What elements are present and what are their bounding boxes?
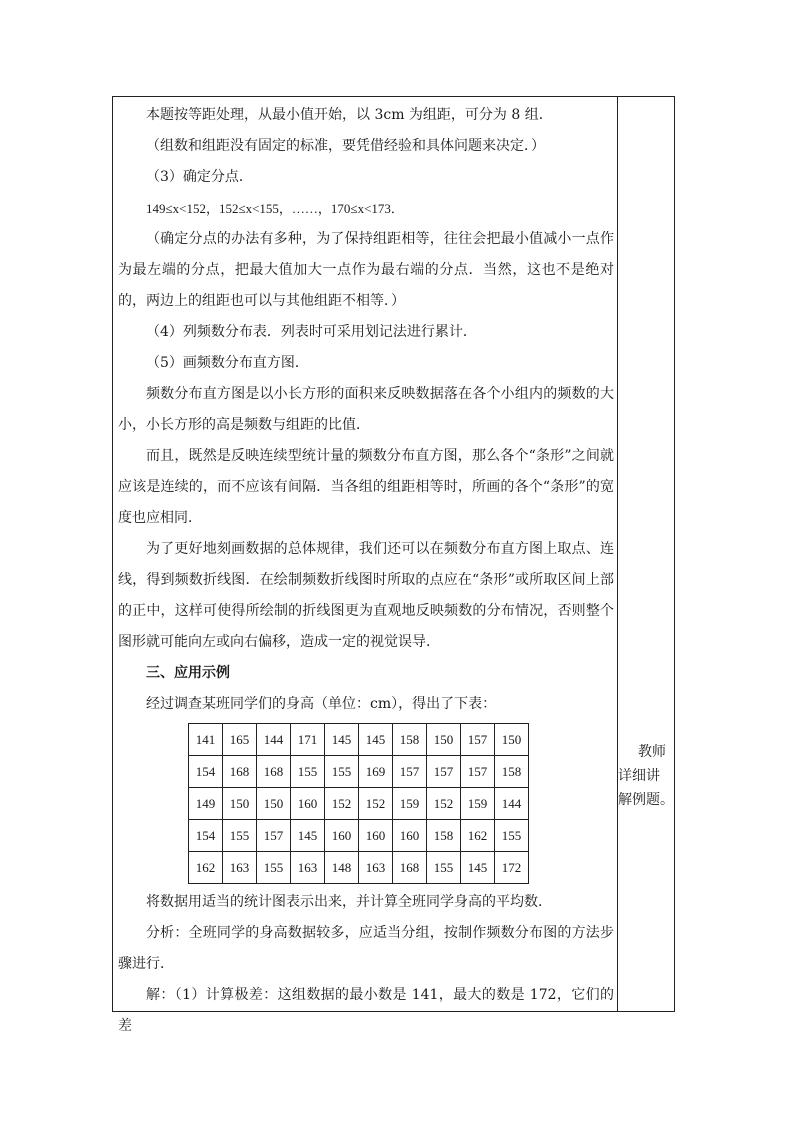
paragraph-step-3: （3）确定分点． [146, 169, 253, 185]
paragraph-step-4: （4）列频数分布表．列表时可采用划记法进行累计． [146, 324, 477, 340]
table-cell: 145 [325, 724, 359, 756]
table-cell: 150 [223, 788, 257, 820]
table-cell: 141 [189, 724, 223, 756]
table-cell: 160 [291, 788, 325, 820]
table-cell: 168 [393, 852, 427, 884]
paragraph-continuity: 而且，既然是反映连续型统计量的频数分布直方图，那么各个“条形”之间就应该是连续的，而不应该有间隔．当各组的组距相等时，所画的各个“条形”的宽度也应相同． [118, 448, 614, 526]
paragraph-intervals: 149≤x<152，152≤x<155，……，170≤x<173． [146, 201, 404, 216]
paragraph-histogram-def: 频数分布直方图是以小长方形的面积来反映数据落在各个小组内的频数的大小，小长方形的高是频数与组距的比值． [118, 386, 614, 433]
table-cell: 171 [291, 724, 325, 756]
table-cell: 157 [427, 756, 461, 788]
table-cell: 159 [461, 788, 495, 820]
paragraph-frequency-polygon: 为了更好地刻画数据的总体规律，我们还可以在频数分布直方图上取点、连线，得到频数折线图．在绘制频数折线图时所取的点应在“条形”或所取区间上部的正中，这样可使得所绘制的折线图更为直观地反映频数的分布情况，否则整个图形就可能向左或向右偏移，造成一定的视觉误导． [118, 541, 614, 650]
table-cell: 158 [427, 820, 461, 852]
table-cell: 155 [257, 852, 291, 884]
table-cell: 168 [257, 756, 291, 788]
table-cell: 148 [325, 852, 359, 884]
table-cell: 155 [325, 756, 359, 788]
table-cell: 163 [223, 852, 257, 884]
table-cell: 162 [189, 852, 223, 884]
table-cell: 157 [393, 756, 427, 788]
table-cell: 154 [189, 756, 223, 788]
table-cell: 152 [359, 788, 393, 820]
table-cell: 157 [257, 820, 291, 852]
side-note-line: 教师 [638, 744, 666, 760]
table-cell: 157 [461, 724, 495, 756]
side-note-line: 解例题。 [618, 792, 674, 808]
table-cell: 145 [461, 852, 495, 884]
table-cell: 150 [495, 724, 529, 756]
table-cell: 155 [427, 852, 461, 884]
table-cell: 144 [495, 788, 529, 820]
paragraph-analysis: 分析：全班同学的身高数据较多，应适当分组，按制作频数分布图的方法步骤进行． [118, 925, 614, 972]
table-row [189, 788, 529, 820]
table-cell: 172 [495, 852, 529, 884]
height-table-wrapper [188, 723, 614, 884]
paragraph-solution-start: 解：（1）计算极差：这组数据的最小数是 141，最大的数是 172，它们的差 [118, 987, 614, 1034]
table-cell: 169 [359, 756, 393, 788]
table-cell: 150 [257, 788, 291, 820]
table-cell: 159 [393, 788, 427, 820]
table-cell: 155 [495, 820, 529, 852]
table-cell: 149 [189, 788, 223, 820]
example-intro: 经过调查某班同学们的身高（单位：cm），得出了下表： [146, 696, 497, 712]
table-cell: 168 [223, 756, 257, 788]
table-cell: 158 [393, 724, 427, 756]
table-cell: 163 [291, 852, 325, 884]
table-cell: 150 [427, 724, 461, 756]
side-note-line: 详细讲 [618, 768, 660, 784]
paragraph-task: 将数据用适当的统计图表示出来，并计算全班同学身高的平均数． [146, 894, 552, 910]
table-cell: 158 [495, 756, 529, 788]
table-cell: 162 [461, 820, 495, 852]
table-row [189, 852, 529, 884]
table-cell: 160 [359, 820, 393, 852]
table-cell: 157 [461, 756, 495, 788]
table-cell: 145 [359, 724, 393, 756]
table-cell: 152 [325, 788, 359, 820]
table-cell: 145 [291, 820, 325, 852]
paragraph-group-note: （组数和组距没有固定的标准，要凭借经验和具体问题来决定．） [146, 138, 545, 154]
table-cell: 165 [223, 724, 257, 756]
table-cell: 152 [427, 788, 461, 820]
column-divider [617, 97, 618, 1011]
table-cell: 160 [393, 820, 427, 852]
paragraph-step-5: （5）画频数分布直方图． [146, 355, 309, 371]
main-content-column [118, 100, 614, 1042]
table-cell: 154 [189, 820, 223, 852]
paragraph-split-note: （确定分点的办法有多种，为了保持组距相等，往往会把最小值减小一点作为最左端的分点，把最大值加大一点作为最右端的分点．当然，这也不是绝对的，两边上的组距也可以与其他组距不相等．） [118, 231, 614, 309]
teacher-side-note [618, 740, 674, 812]
paragraph-grouping: 本题按等距处理，从最小值开始，以 3cm 为组距，可分为 8 组． [146, 107, 553, 123]
table-cell: 155 [223, 820, 257, 852]
table-cell: 163 [359, 852, 393, 884]
height-table [188, 723, 529, 884]
table-cell: 160 [325, 820, 359, 852]
table-row [189, 756, 529, 788]
table-row [189, 820, 529, 852]
section-heading: 三、应用示例 [146, 665, 230, 681]
table-cell: 155 [291, 756, 325, 788]
table-row [189, 724, 529, 756]
table-cell: 144 [257, 724, 291, 756]
